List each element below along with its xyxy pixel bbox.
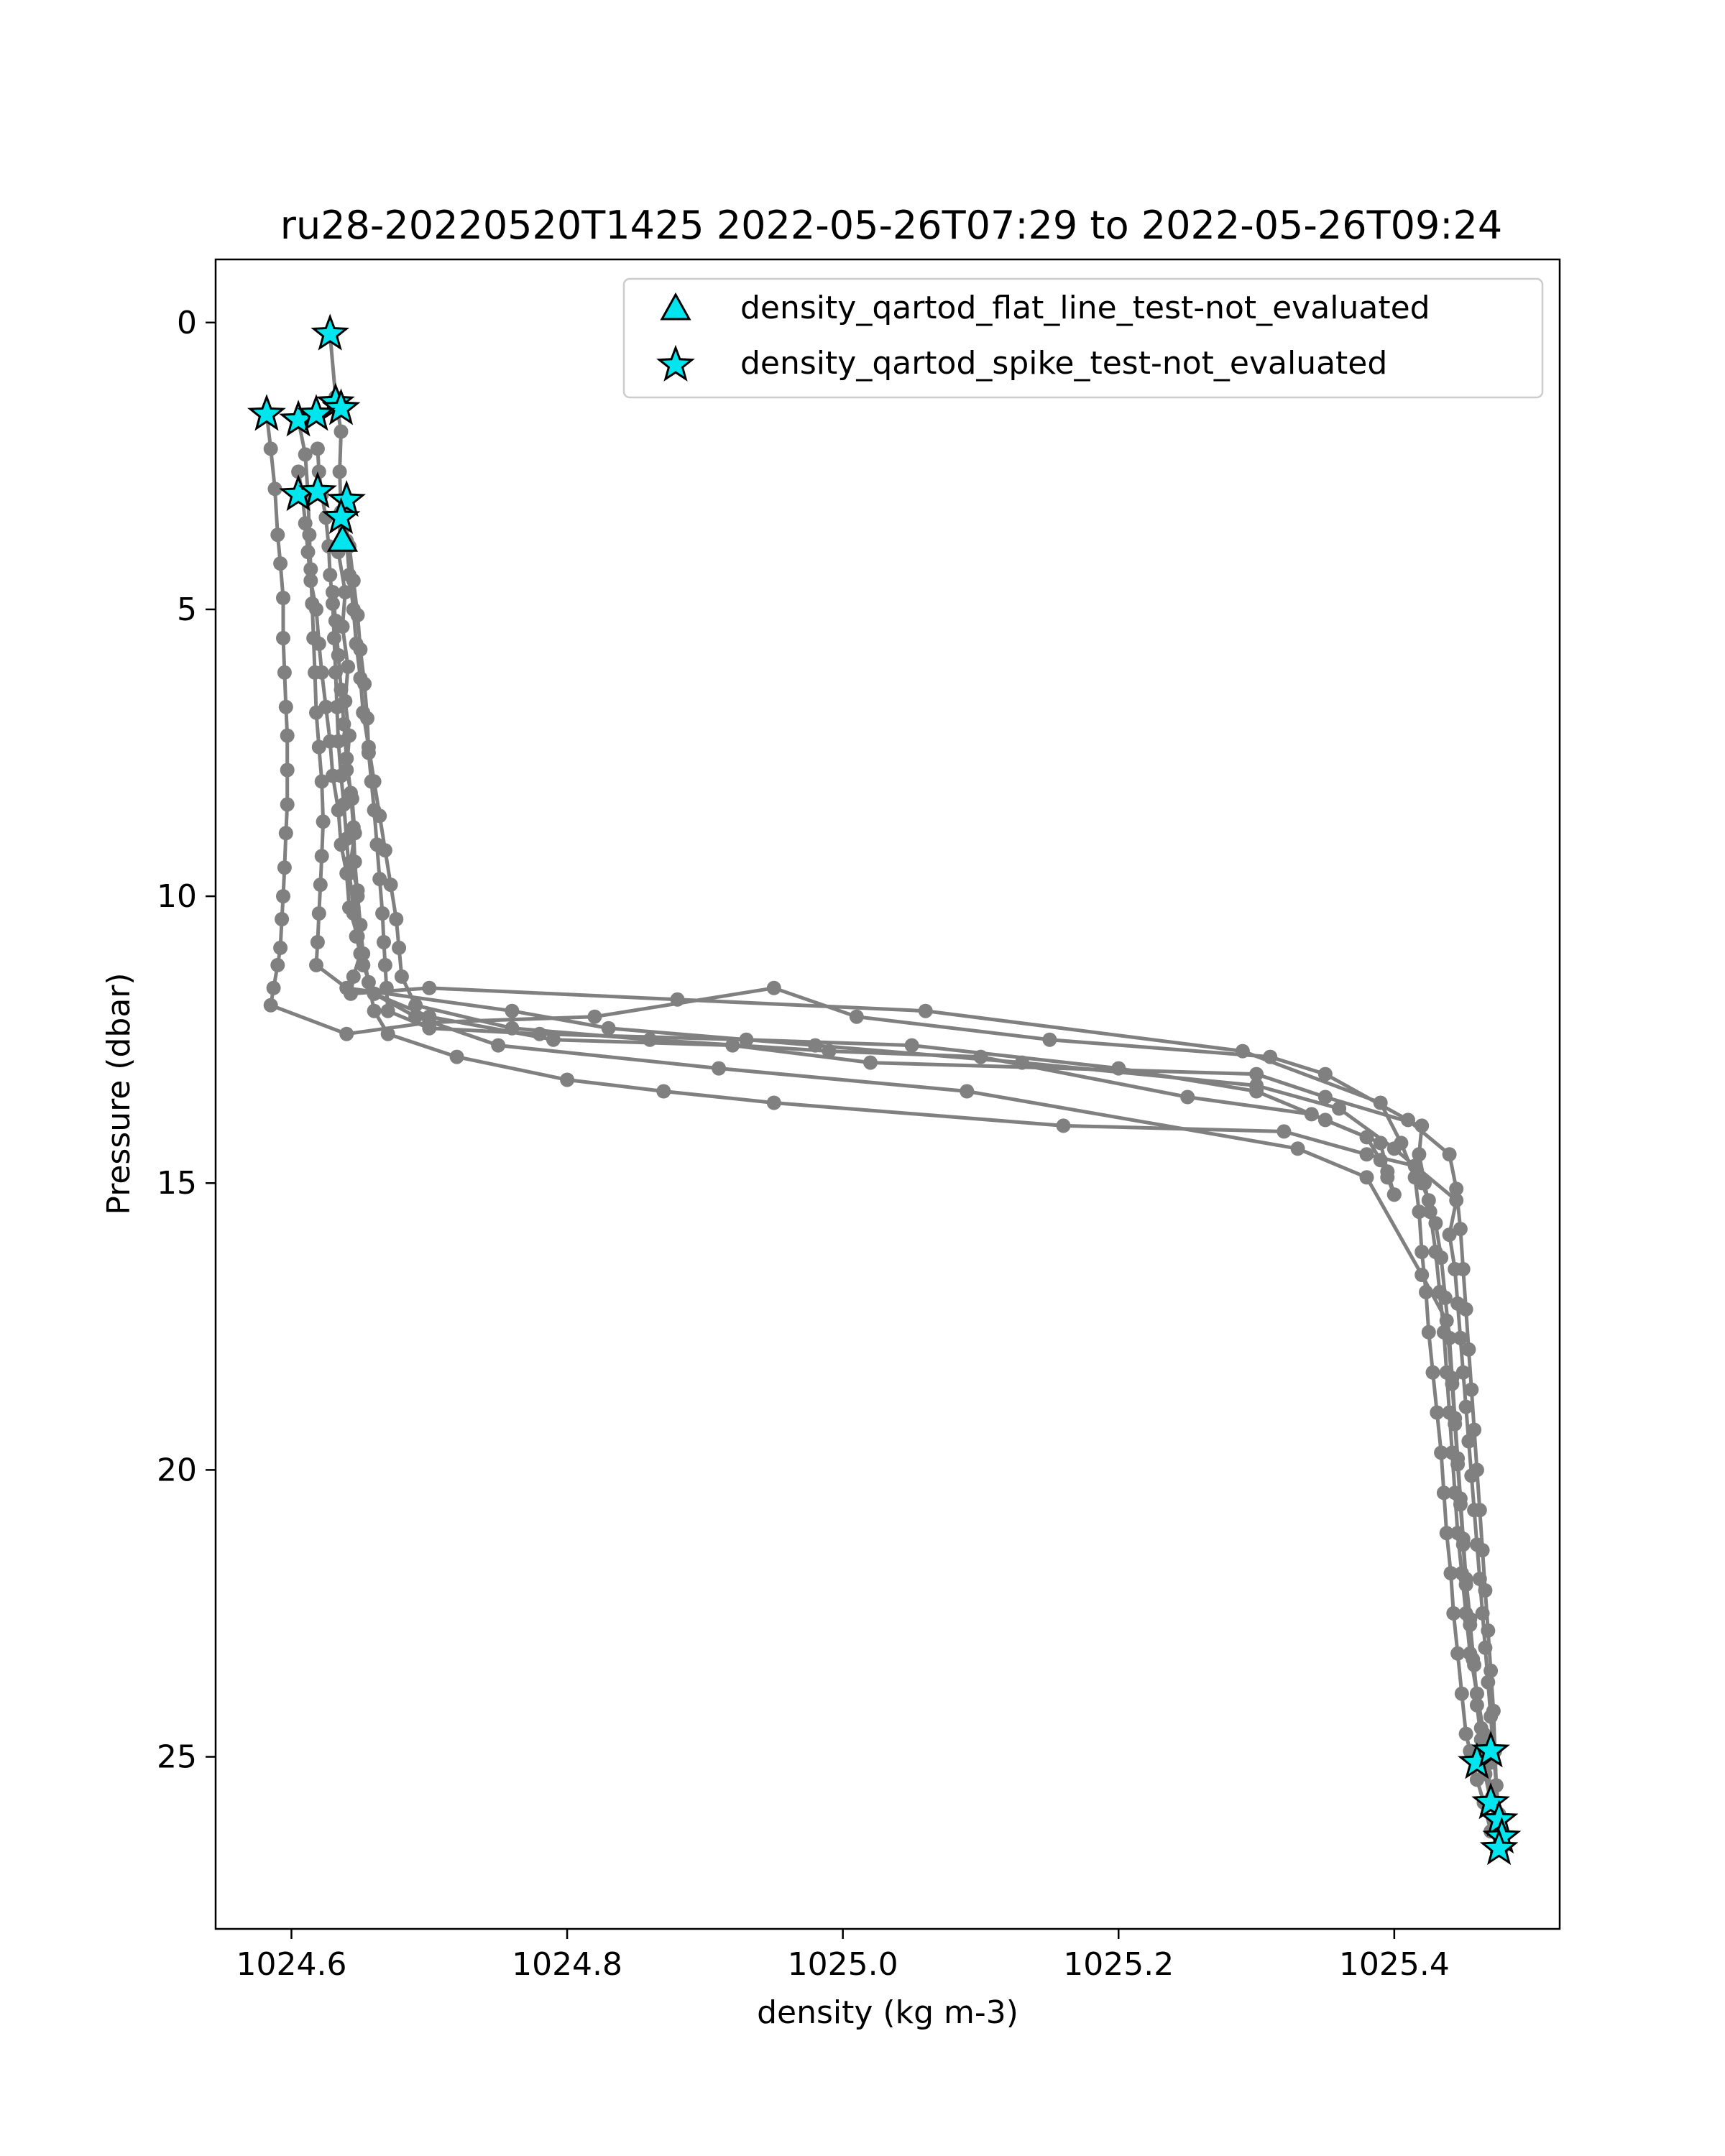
profile-5-point [1478, 1641, 1492, 1655]
profile-8-point [346, 602, 361, 617]
profile-8-point [378, 843, 392, 857]
profile-3-point [276, 591, 290, 605]
profile-3-point [270, 528, 285, 542]
profile-5-point [1332, 1102, 1346, 1116]
profile-1-point [1414, 1245, 1429, 1259]
profile-1-point [1236, 1044, 1250, 1059]
profile-3-point [280, 729, 295, 743]
x-axis-ticks [236, 1929, 1450, 1983]
profile-6-point [1474, 1721, 1489, 1736]
profile-4-point [491, 1038, 505, 1053]
profile-lines [267, 334, 1501, 1848]
profile-5-point [505, 1004, 519, 1018]
profile-3-point [1263, 1050, 1277, 1064]
profile-5-point [1459, 1400, 1473, 1414]
profile-4-point [1440, 1314, 1454, 1328]
profile-5-point [1481, 1675, 1495, 1690]
profile-5-point [309, 706, 323, 720]
profile-5-point [302, 528, 316, 542]
profile-7-point [378, 958, 392, 972]
profile-3-point [280, 797, 295, 811]
profile-5-point [312, 740, 326, 755]
profile-3-point [279, 826, 293, 840]
profile-8-point [342, 568, 356, 582]
profile-3-point [275, 912, 289, 926]
profile-1-point [1426, 1365, 1440, 1380]
profile-6-point [560, 1073, 574, 1087]
profile-5-point [1473, 1572, 1487, 1586]
profile-3-point [277, 860, 292, 875]
profile-3-point [587, 1010, 602, 1024]
profile-7-point [1318, 1112, 1333, 1127]
profile-5-point [1448, 1262, 1462, 1276]
profile-5-point [313, 877, 328, 892]
profile-8-point [362, 740, 376, 755]
profile-5-point [808, 1038, 822, 1053]
profile-6-point [1459, 1572, 1473, 1586]
profile-6-point [367, 1004, 382, 1018]
profile-8-point [1374, 1135, 1388, 1150]
profile-7-point [1111, 1061, 1126, 1076]
profile-4-point [327, 631, 341, 645]
profile-2-point [546, 1033, 561, 1047]
profile-4-point [960, 1084, 974, 1099]
profile-1-point [334, 425, 349, 439]
profile-6-point [1463, 1612, 1477, 1626]
profile-7-point [377, 935, 391, 949]
legend-label-flat-line-test: density_qartod_flat_line_test-not_evaluated [740, 290, 1430, 326]
profile-4-point [328, 665, 343, 680]
profile-3-point [850, 1010, 864, 1024]
profile-8-point [389, 912, 403, 926]
profile-1-point [341, 660, 355, 674]
profile-6-point [1414, 1176, 1429, 1190]
profile-4-point [1414, 1268, 1429, 1282]
profile-4-point [334, 769, 349, 783]
profile-6-point [1057, 1118, 1071, 1133]
profile-6-point [450, 1050, 464, 1064]
profile-2-point [301, 545, 316, 559]
profile-1-point [333, 464, 347, 479]
profile-6-point [1466, 1652, 1480, 1667]
profile-3-point [276, 889, 290, 903]
profile-1-point [422, 981, 436, 995]
profile-8-point [1305, 1107, 1319, 1121]
profile-5-point [1387, 1141, 1402, 1156]
profile-4-point [712, 1061, 726, 1076]
profile-6-point [1434, 1250, 1448, 1265]
profile-8-point [384, 877, 398, 892]
profile-6-point [328, 614, 343, 628]
profile-8-point [1180, 1090, 1195, 1105]
profile-1-point [1455, 1687, 1469, 1701]
profile-6-point [356, 946, 370, 961]
profile-5-point [1443, 1227, 1457, 1242]
legend-label-spike-test: density_qartod_spike_test-not_evaluated [740, 345, 1388, 382]
profile-8-point [974, 1050, 988, 1064]
y-tick-label: 10 [157, 878, 197, 916]
profile-3-point [1481, 1623, 1495, 1638]
profile-5-point [1476, 1606, 1490, 1621]
y-tick-label: 5 [177, 591, 197, 628]
profile-4-point [1291, 1141, 1305, 1156]
profile-7-point [381, 1004, 395, 1018]
profile-1-point [1422, 1325, 1436, 1340]
profile-1-point [919, 1004, 933, 1018]
profile-5-point [312, 906, 326, 921]
profile-line-6 [333, 592, 1498, 1831]
profile-7-point [905, 1038, 919, 1053]
profile-5-point [1470, 1537, 1484, 1552]
y-tick-label: 25 [157, 1738, 197, 1776]
x-tick-label: 1025.0 [787, 1946, 898, 1983]
profile-8-point [1387, 1187, 1402, 1202]
profile-line-4 [318, 448, 1501, 1848]
profile-8-point [372, 808, 387, 823]
y-tick-label: 20 [157, 1452, 197, 1489]
profile-8-point [392, 941, 406, 955]
profile-6-point [326, 585, 340, 599]
profile-6-point [1276, 1124, 1291, 1138]
chart-title: ru28-20220520T1425 2022-05-26T07:29 to 2022-05-26T09:24 [280, 203, 1503, 248]
x-tick-label: 1024.6 [236, 1946, 347, 1983]
profile-3-point [1464, 1383, 1478, 1397]
y-tick-label: 15 [157, 1165, 197, 1202]
x-tick-label: 1024.8 [512, 1946, 623, 1983]
y-tick-label: 0 [177, 304, 197, 341]
profile-6-point [334, 683, 349, 697]
profile-2-point [1318, 1090, 1333, 1105]
profile-3-point [267, 981, 281, 995]
profile-1-point [671, 992, 685, 1007]
profile-5-point [306, 631, 321, 645]
profile-8-point [1380, 1164, 1394, 1179]
profile-6-point [336, 717, 351, 732]
profile-5-point [1461, 1434, 1476, 1449]
profile-6-point [331, 648, 346, 663]
profile-5-point [1467, 1503, 1481, 1517]
profile-6-point [1428, 1216, 1443, 1230]
profile-5-point [339, 981, 354, 995]
profile-5-point [315, 774, 329, 788]
profile-points [259, 327, 1509, 1856]
profile-7-point [739, 1033, 753, 1047]
profile-8-point [408, 998, 423, 1013]
profile-4-point [323, 568, 337, 582]
profile-7-point [533, 1027, 547, 1041]
profile-6-point [1445, 1371, 1459, 1386]
profile-8-point [349, 637, 364, 651]
profile-6-point [1422, 1193, 1436, 1207]
profile-1-point [1459, 1727, 1473, 1741]
profile-2-point [863, 1056, 878, 1070]
profile-6-point [1456, 1531, 1471, 1546]
profile-6-point [1438, 1291, 1453, 1305]
profile-6-point [339, 752, 354, 766]
profile-5-point [316, 814, 331, 829]
profile-6-point [381, 1027, 395, 1041]
profile-2-point [725, 1038, 740, 1053]
profile-6-point [346, 820, 361, 834]
profile-6-point [351, 889, 365, 903]
profile-6-point [1443, 1331, 1457, 1345]
profile-4-point [1360, 1170, 1374, 1184]
profile-1-point [338, 585, 352, 599]
profile-3-point [1401, 1112, 1415, 1127]
profile-6-point [767, 1096, 781, 1110]
profile-7-point [1360, 1130, 1374, 1144]
profile-8-point [643, 1033, 657, 1047]
profile-8-point [367, 774, 382, 788]
profile-3-point [1042, 1033, 1057, 1047]
profile-3-point [339, 1027, 354, 1041]
profile-6-point [1453, 1491, 1468, 1506]
profile-5-point [298, 447, 313, 461]
profile-3-point [767, 981, 781, 995]
qc-markers [250, 317, 1518, 1863]
profile-8-point [395, 969, 409, 984]
profile-7-point [422, 1021, 436, 1036]
profile-5-point [1450, 1296, 1465, 1311]
profile-6-point [1360, 1147, 1374, 1161]
profile-5-point [305, 596, 319, 611]
profile-3-point [273, 556, 288, 571]
profile-8-point [356, 706, 370, 720]
profile-5-point [602, 1021, 616, 1036]
profile-5-point [1449, 1193, 1463, 1207]
profile-6-point [1470, 1687, 1484, 1701]
profile-5-point [1015, 1056, 1029, 1070]
profile-6-point [1450, 1451, 1465, 1465]
y-axis-ticks [157, 305, 216, 1776]
profile-4-point [310, 441, 325, 456]
profile-3-point [273, 941, 288, 955]
profile-4-point [331, 734, 346, 749]
profile-4-point [330, 700, 344, 714]
legend [624, 279, 1542, 397]
profile-3-point [264, 998, 278, 1013]
profile-line-8 [344, 512, 1394, 1194]
y-axis-label: Pressure (dbar) [101, 972, 137, 1215]
profile-1-point [1450, 1646, 1465, 1661]
profile-7-point [380, 981, 394, 995]
profile-8-point [505, 1021, 519, 1036]
profile-3-point [1443, 1147, 1457, 1161]
profile-3-point [280, 763, 295, 778]
profile-5-point [1484, 1710, 1498, 1724]
profile-line-5 [298, 420, 1501, 1838]
profile-5-point [303, 562, 318, 576]
profile-6-point [1448, 1411, 1462, 1426]
profile-3-point [264, 441, 278, 456]
profile-6-point [344, 786, 358, 800]
profile-8-point [353, 671, 367, 686]
profile-3-point [270, 958, 285, 972]
profile-6-point [362, 975, 376, 990]
profile-3-point [276, 631, 290, 645]
profile-6-point [1408, 1158, 1422, 1173]
profile-6-point [348, 854, 362, 869]
profile-line-7 [344, 512, 1394, 1194]
x-tick-label: 1025.4 [1338, 1946, 1450, 1983]
profile-5-point [309, 958, 323, 972]
profile-5-point [1464, 1468, 1478, 1483]
profile-7-point [1249, 1084, 1264, 1099]
x-tick-label: 1025.2 [1063, 1946, 1174, 1983]
profile-6-point [656, 1084, 671, 1099]
profile-1-point [1430, 1406, 1444, 1420]
profile-1-point [1374, 1096, 1388, 1110]
profile-5-point [308, 665, 322, 680]
profile-3-point [279, 700, 293, 714]
profile-2-point [1414, 1118, 1429, 1133]
profile-7-point [375, 906, 390, 921]
profile-1-point [1419, 1285, 1433, 1299]
x-axis-label: density (kg m-3) [757, 1994, 1018, 2031]
profile-3-point [1318, 1067, 1333, 1082]
profile-3-point [277, 665, 292, 680]
profile-5-point [315, 849, 329, 863]
profile-8-point [822, 1044, 837, 1059]
profile-6-point [353, 918, 367, 932]
profile-1-point [1446, 1606, 1460, 1621]
profile-5-point [310, 935, 325, 949]
